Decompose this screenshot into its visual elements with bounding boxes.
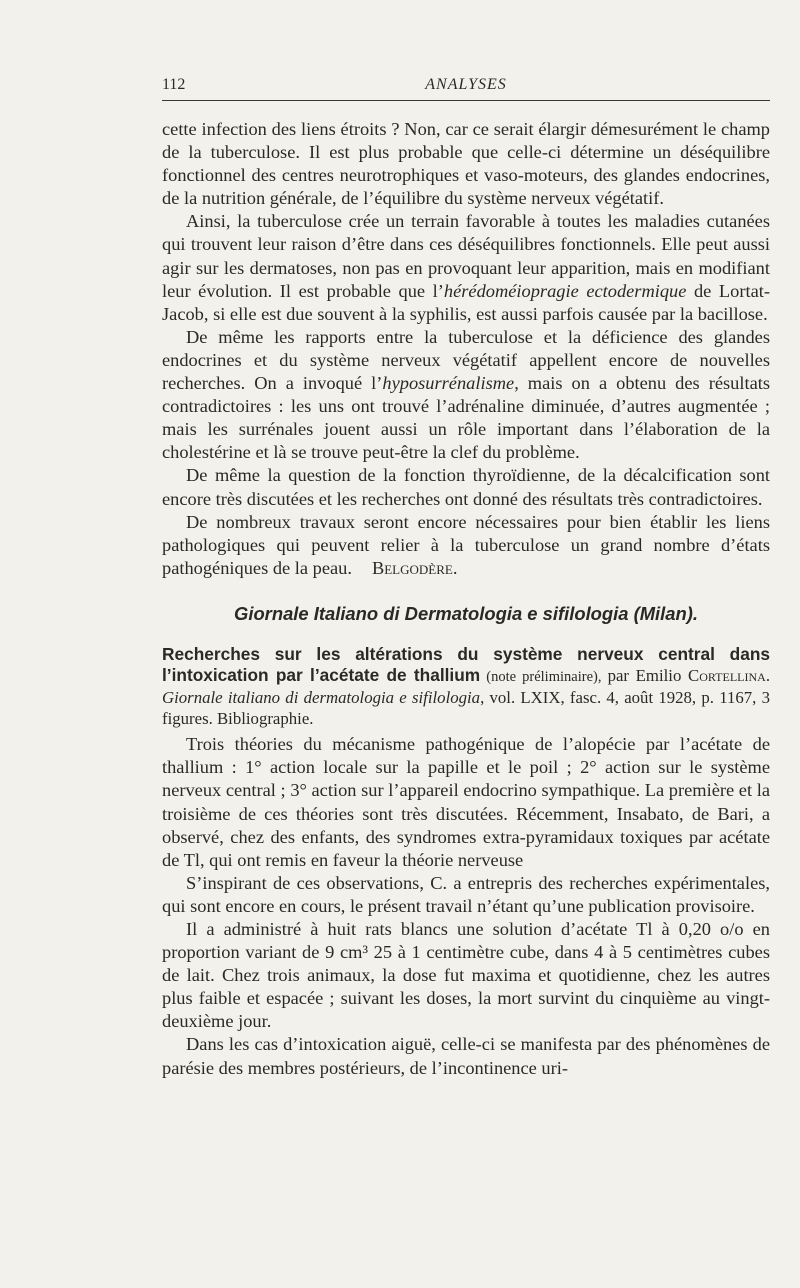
signature: Belgodère.: [371, 557, 458, 578]
paragraph: Trois théories du mécanisme pathogénique de l’alopécie par l’acétate de thallium : 1° action locale sur la papille et le poil ; 2° action sur le système nerveux central ; 3° action sur l’appareil endocrino sympathique. La première et la troisième de ces théories sont très discutées. Récemment, Insabato, de Bari, a observé, chez des enfants, des syndromes extra-pyramidaux toxiques par acétate de Tl, qui ont remis en faveur la théorie nerveuse: [162, 734, 770, 870]
text-run: , mais on a obtenu des résultats contradictoires : les uns ont trouvé l’adrénaline diminuée, d’autres augmentée ; mais les surrénales jouent aussi un rôle important dans l’élaboration de la cholestérine et là se trouve peut-être la clef du problème.: [162, 373, 770, 463]
note: (note préliminaire),: [480, 669, 608, 686]
paragraph: Il a administré à huit rats blancs une solution d’acétate Tl à 0,20 o/o en proportion variant de 9 cm³ 25 à 1 centimètre cube, dans 4 à 5 centimètres cubes de lait. Chez trois animaux, la dose fut maxima et quotidienne, chez les autres plus faible et espacée ; suivant les doses, la mort survint du cinquième au vingt-deuxième jour.: [162, 919, 770, 1032]
paragraph: cette infection des liens étroits ? Non, car ce serait élargir démesurément le champ de la tuberculose. Il est plus probable que celle-ci détermine un déséquilibre fonctionnel des centres neurotrophiques et vaso-moteurs, des glandes endocrines, de la nutrition générale, de l’équilibre du système nerveux végétatif.: [162, 119, 770, 209]
by-text: par Emilio: [607, 666, 689, 686]
text-run: De même les rapports entre la tuberculose et la déficience des glandes endocrines et du système nerveux végétatif appellent encore de nouvelles recherches. On a invoqué l’: [162, 326, 770, 394]
paragraph: S’inspirant de ces observations, C. a entrepris des recherches expérimentales, qui sont encore en cours, le présent travail n’étant qu’une publication provisoire.: [162, 872, 770, 916]
paragraph: [162, 511, 770, 580]
author: Cortellina: [688, 666, 766, 686]
page-number: 112: [162, 76, 186, 93]
text-run: Ainsi, la tuberculose crée un terrain favorable à toutes les maladies cutanées qui trouvent leur raison d’être dans ces déséquilibres fonctionnels. Elle peut aussi agir sur les dermatoses, non pas en provoquant leur apparition, mais en modifiant leur évolution. Il est probable que l’: [162, 211, 770, 301]
paragraph: [162, 326, 770, 465]
paragraph: Dans les cas d’intoxication aiguë, celle-ci se manifesta par des phénomènes de parésie des membres postérieurs, de l’incontinence uri-: [162, 1034, 770, 1078]
separator: .: [765, 666, 771, 686]
italic-term: hyposurrénalisme: [382, 373, 515, 394]
journal-reference: Giornale italiano di dermatologia e sifilologia: [162, 688, 481, 708]
article-heading: [162, 644, 770, 729]
paragraph: [162, 210, 770, 325]
text-run: De nombreux travaux seront encore nécessaires pour bien établir les liens pathologiques qui peuvent relier à la tuberculose un grand nombre d’états pathogéniques de la peau.: [162, 511, 770, 578]
paragraph: De même la question de la fonction thyroïdienne, de la décalcification sont encore très discutées et les recherches ont donné des résultats très contradictoires.: [162, 465, 770, 509]
running-title: ANALYSES: [425, 76, 507, 93]
citation: , vol. LXIX, fasc. 4, août 1928, p. 1167, 3 figures. Bibliographie.: [162, 688, 770, 728]
text-run: de Lortat-Jacob, si elle est due souvent à la syphilis, est aussi parfois causée par la bacillose.: [162, 280, 770, 324]
article-title: Recherches sur les altérations du système nerveux central dans l’intoxication par l’acétate de thallium: [162, 643, 770, 686]
journal-heading: Giornale Italiano di Dermatologia e sifilologia (Milan).: [234, 602, 698, 624]
running-header: [162, 76, 770, 101]
italic-term: hérédoméiopragie ectodermique: [443, 280, 687, 301]
page-body: [162, 118, 770, 1080]
